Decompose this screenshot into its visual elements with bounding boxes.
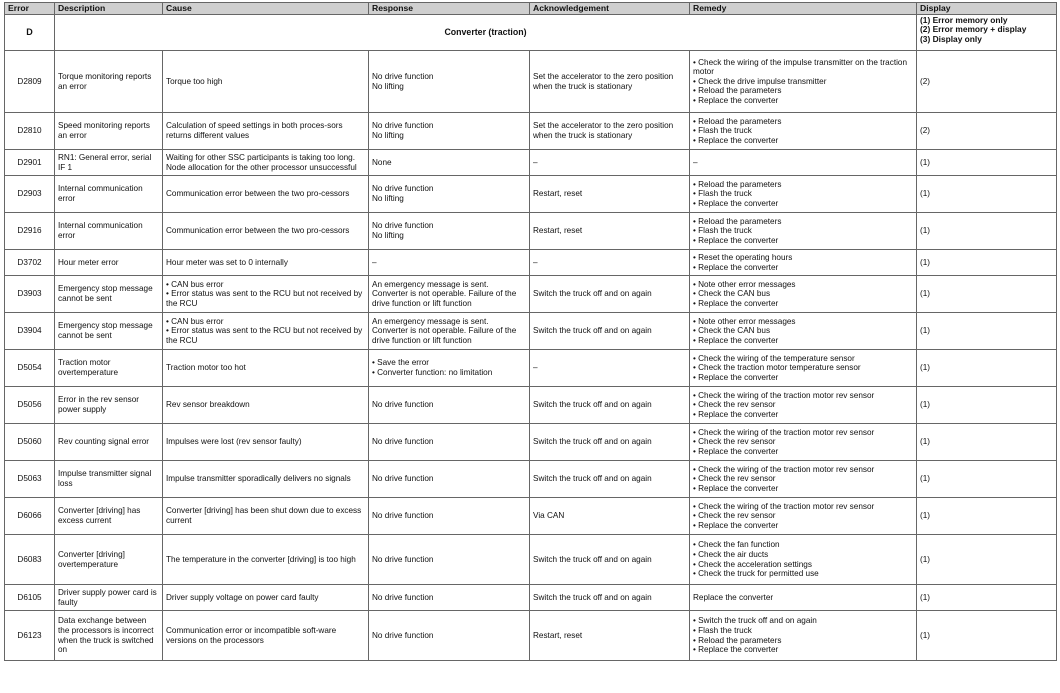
display-legend: [917, 15, 1057, 51]
remedy-line: • Replace the converter: [693, 335, 779, 345]
response-line: None: [372, 157, 392, 167]
error-remedy: [690, 611, 917, 661]
error-response: [369, 276, 530, 313]
error-response: [369, 313, 530, 350]
table-row: [5, 535, 1057, 585]
table-row: [5, 176, 1057, 213]
error-display: (1): [917, 313, 1057, 350]
table-row: [5, 498, 1057, 535]
error-remedy: [690, 176, 917, 213]
error-code: D3903: [5, 276, 55, 313]
error-acknowledgement: Set the accelerator to the zero position when the truck is stationary: [530, 113, 690, 150]
error-description: Speed monitoring reports an error: [55, 113, 163, 150]
error-acknowledgement: Switch the truck off and on again: [530, 585, 690, 611]
remedy-line: • Check the air ducts: [693, 549, 769, 559]
remedy-line: • Replace the converter: [693, 520, 779, 530]
table-row: [5, 424, 1057, 461]
remedy-line: • Check the acceleration settings: [693, 559, 812, 569]
header-description: Description: [55, 3, 163, 15]
error-response: [369, 113, 530, 150]
remedy-line: • Check the CAN bus: [693, 326, 771, 336]
error-response: [369, 51, 530, 113]
error-remedy: [690, 276, 917, 313]
table-body: [5, 15, 1057, 661]
error-code: D2903: [5, 176, 55, 213]
error-remedy: [690, 387, 917, 424]
remedy-line: • Flash the truck: [693, 126, 752, 136]
error-acknowledgement: Via CAN: [530, 498, 690, 535]
remedy-line: • Check the rev sensor: [693, 474, 776, 484]
error-display: (1): [917, 176, 1057, 213]
error-description: Converter [driving] has excess current: [55, 498, 163, 535]
table-row: [5, 387, 1057, 424]
remedy-line: • Replace the converter: [693, 95, 779, 105]
error-display: (1): [917, 461, 1057, 498]
error-code: D5063: [5, 461, 55, 498]
header-remedy: Remedy: [690, 3, 917, 15]
error-response: [369, 535, 530, 585]
response-line: No drive function: [372, 71, 434, 81]
error-code: D2916: [5, 213, 55, 250]
cause-line: • Error status was sent to the RCU but not received by the RCU: [166, 326, 363, 345]
remedy-line: –: [693, 157, 698, 167]
error-remedy: [690, 313, 917, 350]
error-description: Driver supply power card is faulty: [55, 585, 163, 611]
display-option-2: (2) Error memory + display: [920, 24, 1027, 35]
error-display: (1): [917, 276, 1057, 313]
error-remedy: [690, 51, 917, 113]
header-error: Error: [5, 3, 55, 15]
display-option-1: (1) Error memory only: [920, 15, 1008, 25]
remedy-line: • Reload the parameters: [693, 116, 782, 126]
error-description: Converter [driving] overtemperature: [55, 535, 163, 585]
remedy-line: • Check the rev sensor: [693, 437, 776, 447]
error-cause: Communication error or incompatible soft-ware versions on the processors: [163, 611, 369, 661]
remedy-line: • Reload the parameters: [693, 216, 782, 226]
header-acknowledgement: Acknowledgement: [530, 3, 690, 15]
remedy-line: • Replace the converter: [693, 645, 779, 655]
remedy-line: • Check the wiring of the traction motor rev sensor: [693, 427, 875, 437]
error-cause: [163, 276, 369, 313]
response-line: • Save the error: [372, 358, 430, 368]
error-acknowledgement: –: [530, 250, 690, 276]
error-response: [369, 250, 530, 276]
error-code: D5056: [5, 387, 55, 424]
error-code: D3702: [5, 250, 55, 276]
remedy-line: • Replace the converter: [693, 483, 779, 493]
remedy-line: • Check the wiring of the traction motor rev sensor: [693, 501, 875, 511]
error-cause: Communication error between the two pro-cessors: [163, 213, 369, 250]
error-acknowledgement: –: [530, 350, 690, 387]
error-acknowledgement: Switch the truck off and on again: [530, 387, 690, 424]
error-display: (1): [917, 250, 1057, 276]
error-cause: Converter [driving] has been shut down due to excess current: [163, 498, 369, 535]
header-row: [5, 3, 1057, 15]
error-remedy: [690, 213, 917, 250]
cause-line: • Error status was sent to the RCU but not received by the RCU: [166, 289, 363, 308]
error-remedy: [690, 461, 917, 498]
error-acknowledgement: Switch the truck off and on again: [530, 461, 690, 498]
error-acknowledgement: –: [530, 150, 690, 176]
remedy-line: • Replace the converter: [693, 298, 779, 308]
error-code: D2810: [5, 113, 55, 150]
error-acknowledgement: Switch the truck off and on again: [530, 276, 690, 313]
remedy-line: • Replace the converter: [693, 409, 779, 419]
response-line: No drive function: [372, 630, 434, 640]
response-line: No drive function: [372, 221, 434, 231]
error-description: Internal communication error: [55, 176, 163, 213]
remedy-line: • Check the wiring of the impulse transmitter on the traction motor: [693, 57, 908, 77]
remedy-line: • Check the wiring of the temperature sensor: [693, 353, 855, 363]
error-cause: Torque too high: [163, 51, 369, 113]
error-remedy: [690, 250, 917, 276]
response-line: No drive function: [372, 554, 434, 564]
table-row: [5, 585, 1057, 611]
error-description: Error in the rev sensor power supply: [55, 387, 163, 424]
error-code: D6083: [5, 535, 55, 585]
error-display: (1): [917, 213, 1057, 250]
error-remedy: [690, 424, 917, 461]
remedy-line: • Note other error messages: [693, 316, 796, 326]
error-acknowledgement: Switch the truck off and on again: [530, 535, 690, 585]
error-cause: The temperature in the converter [driving] is too high: [163, 535, 369, 585]
response-line: No lifting: [372, 231, 404, 240]
remedy-line: • Check the rev sensor: [693, 511, 776, 521]
error-code: D6105: [5, 585, 55, 611]
remedy-line: • Replace the converter: [693, 135, 779, 145]
error-cause: Impulse transmitter sporadically delivers no signals: [163, 461, 369, 498]
error-code: D6123: [5, 611, 55, 661]
error-code: D2809: [5, 51, 55, 113]
error-description: Data exchange between the processors is incorrect when the truck is switched on: [55, 611, 163, 661]
error-response: [369, 498, 530, 535]
error-description: Emergency stop message cannot be sent: [55, 313, 163, 350]
error-description: Impulse transmitter signal loss: [55, 461, 163, 498]
remedy-line: • Check the traction motor temperature sensor: [693, 363, 861, 373]
error-code: D5060: [5, 424, 55, 461]
error-description: Torque monitoring reports an error: [55, 51, 163, 113]
error-cause: Calculation of speed settings in both proces-sors returns different values: [163, 113, 369, 150]
table-row: [5, 213, 1057, 250]
remedy-line: • Check the wiring of the traction motor rev sensor: [693, 390, 875, 400]
error-description: Internal communication error: [55, 213, 163, 250]
remedy-line: • Note other error messages: [693, 279, 796, 289]
error-display: (2): [917, 113, 1057, 150]
remedy-line: • Replace the converter: [693, 235, 779, 245]
response-line: No lifting: [372, 131, 404, 140]
error-response: [369, 611, 530, 661]
error-cause: [163, 313, 369, 350]
remedy-line: • Check the truck for permitted use: [693, 569, 819, 579]
remedy-line: • Replace the converter: [693, 262, 779, 272]
error-description: RN1: General error, serial IF 1: [55, 150, 163, 176]
remedy-line: Replace the converter: [693, 592, 774, 602]
error-display: (1): [917, 424, 1057, 461]
error-cause: Communication error between the two pro-cessors: [163, 176, 369, 213]
response-line: No drive function: [372, 511, 434, 521]
table-row: [5, 113, 1057, 150]
error-remedy: [690, 350, 917, 387]
table-row: [5, 461, 1057, 498]
error-display: (1): [917, 585, 1057, 611]
header-cause: Cause: [163, 3, 369, 15]
response-line: No drive function: [372, 400, 434, 410]
error-response: [369, 150, 530, 176]
error-description: Emergency stop message cannot be sent: [55, 276, 163, 313]
error-description: Rev counting signal error: [55, 424, 163, 461]
error-response: [369, 350, 530, 387]
remedy-line: • Replace the converter: [693, 372, 779, 382]
group-title: Converter (traction): [55, 15, 917, 51]
remedy-line: • Reload the parameters: [693, 179, 782, 189]
cause-line: • CAN bus error: [166, 279, 224, 289]
response-line: No drive function: [372, 184, 434, 194]
error-cause: Rev sensor breakdown: [163, 387, 369, 424]
remedy-line: • Replace the converter: [693, 446, 779, 456]
error-code: D3904: [5, 313, 55, 350]
error-response: [369, 461, 530, 498]
remedy-line: • Check the fan function: [693, 540, 780, 550]
error-acknowledgement: Restart, reset: [530, 611, 690, 661]
remedy-line: • Reload the parameters: [693, 86, 782, 96]
table-row: [5, 250, 1057, 276]
remedy-line: • Check the drive impulse transmitter: [693, 76, 827, 86]
error-response: [369, 213, 530, 250]
remedy-line: • Replace the converter: [693, 198, 779, 208]
remedy-line: • Flash the truck: [693, 189, 752, 199]
error-remedy: [690, 150, 917, 176]
error-code: D2901: [5, 150, 55, 176]
error-response: [369, 424, 530, 461]
error-display: (2): [917, 51, 1057, 113]
remedy-line: • Check the CAN bus: [693, 289, 771, 299]
remedy-line: • Flash the truck: [693, 625, 752, 635]
remedy-line: • Switch the truck off and on again: [693, 616, 817, 626]
error-acknowledgement: Restart, reset: [530, 213, 690, 250]
response-line: –: [372, 257, 377, 267]
header-display: Display: [917, 3, 1057, 15]
remedy-line: • Flash the truck: [693, 226, 752, 236]
remedy-line: • Check the wiring of the traction motor rev sensor: [693, 464, 875, 474]
error-cause: Driver supply voltage on power card faulty: [163, 585, 369, 611]
response-line: No drive function: [372, 437, 434, 447]
cause-line: • CAN bus error: [166, 316, 224, 326]
error-display: (1): [917, 387, 1057, 424]
error-cause: Traction motor too hot: [163, 350, 369, 387]
error-display: (1): [917, 498, 1057, 535]
error-display: (1): [917, 150, 1057, 176]
response-line: No drive function: [372, 592, 434, 602]
header-response: Response: [369, 3, 530, 15]
error-cause: Hour meter was set to 0 internally: [163, 250, 369, 276]
display-option-3: (3) Display only: [920, 33, 982, 44]
error-display: (1): [917, 535, 1057, 585]
error-display: (1): [917, 611, 1057, 661]
error-remedy: [690, 113, 917, 150]
response-line: No drive function: [372, 474, 434, 484]
error-acknowledgement: Switch the truck off and on again: [530, 313, 690, 350]
remedy-line: • Reload the parameters: [693, 635, 782, 645]
error-remedy: [690, 498, 917, 535]
response-line: No drive function: [372, 121, 434, 131]
group-row: [5, 15, 1057, 51]
response-line: No lifting: [372, 194, 404, 203]
remedy-line: • Reset the operating hours: [693, 252, 793, 262]
response-line: • Converter function: no limitation: [372, 368, 493, 377]
error-acknowledgement: Restart, reset: [530, 176, 690, 213]
error-response: [369, 176, 530, 213]
table-row: [5, 313, 1057, 350]
response-line: No lifting: [372, 81, 404, 91]
table-row: [5, 611, 1057, 661]
table-row: [5, 150, 1057, 176]
error-description: Hour meter error: [55, 250, 163, 276]
error-acknowledgement: Switch the truck off and on again: [530, 424, 690, 461]
table-row: [5, 276, 1057, 313]
response-line: An emergency message is sent. Converter is not operable. Failure of the drive function or lift function: [372, 316, 517, 345]
error-acknowledgement: Set the accelerator to the zero position when the truck is stationary: [530, 51, 690, 113]
remedy-line: • Check the rev sensor: [693, 400, 776, 410]
error-code: D5054: [5, 350, 55, 387]
response-line: An emergency message is sent. Converter is not operable. Failure of the drive function or lift function: [372, 279, 517, 308]
error-display: (1): [917, 350, 1057, 387]
group-code: D: [5, 15, 55, 51]
table-row: [5, 51, 1057, 113]
error-cause: Impulses were lost (rev sensor faulty): [163, 424, 369, 461]
error-remedy: [690, 585, 917, 611]
error-response: [369, 387, 530, 424]
error-cause: Waiting for other SSC participants is taking too long. Node allocation for the other processor unsuccessful: [163, 150, 369, 176]
error-remedy: [690, 535, 917, 585]
error-response: [369, 585, 530, 611]
table-row: [5, 350, 1057, 387]
error-description: Traction motor overtemperature: [55, 350, 163, 387]
error-code: D6066: [5, 498, 55, 535]
error-table: [4, 2, 1057, 661]
